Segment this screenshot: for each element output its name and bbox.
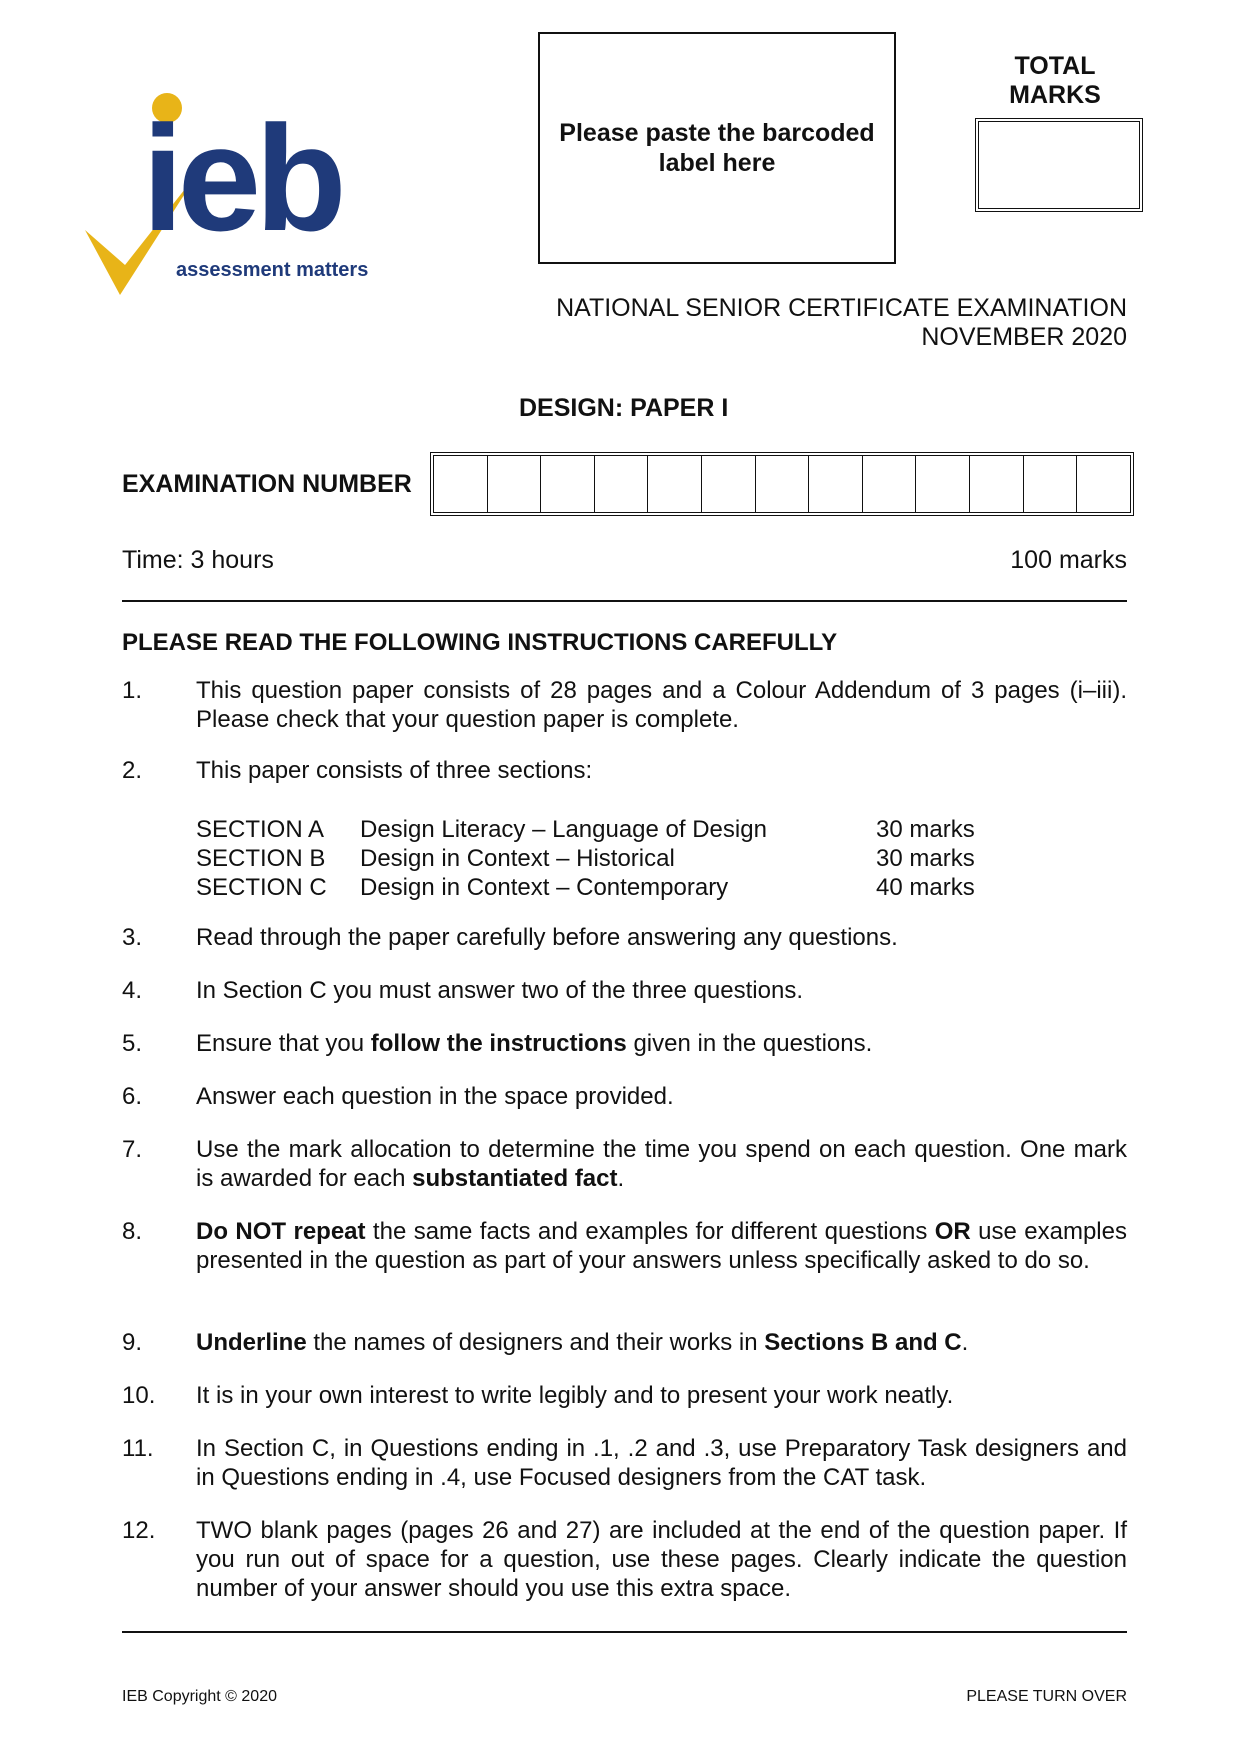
exam-number-cell[interactable] [1077, 456, 1130, 512]
section-description: Design in Context – Contemporary [360, 874, 729, 901]
logo-tagline: assessment matters [176, 259, 369, 281]
exam-number-cell[interactable] [863, 456, 917, 512]
instruction-item [122, 1135, 1127, 1193]
instruction-text: In Section C, in Questions ending in .1, .2 and .3, use Preparatory Task designers and in Questions ending in .4, use Focused designers from the CAT task. [196, 1435, 1127, 1491]
instruction-emphasis: follow the instructions [370, 1030, 627, 1057]
instruction-number: 4. [122, 977, 143, 1004]
instruction-item [122, 1217, 1127, 1275]
instruction-emphasis: substantiated fact [412, 1165, 618, 1192]
instruction-number: 9. [122, 1329, 143, 1356]
exam-number-cell[interactable] [970, 456, 1024, 512]
instruction-number: 7. [122, 1136, 143, 1163]
instruction-item [122, 976, 1127, 1005]
instruction-item [122, 1082, 1127, 1111]
instruction-text: This question paper consists of 28 pages and a Colour Addendum of 3 pages (i–iii). Please check that your question paper is complete. [196, 677, 1127, 733]
section-marks: 30 marks [876, 816, 975, 843]
divider-bottom [122, 1631, 1127, 1633]
section-marks: 40 marks [876, 874, 975, 901]
instruction-number: 3. [122, 924, 143, 951]
instruction-item [122, 756, 1127, 785]
exam-number-cell[interactable] [488, 456, 542, 512]
section-row [196, 844, 1026, 873]
instruction-text: In Section C you must answer two of the three questions. [196, 977, 803, 1004]
instruction-number: 12. [122, 1517, 156, 1544]
instruction-text-part: . [961, 1329, 969, 1356]
instruction-text: It is in your own interest to write legibly and to present your work neatly. [196, 1382, 954, 1409]
section-marks: 30 marks [876, 845, 975, 872]
section-description: Design Literacy – Language of Design [360, 816, 767, 843]
footer-turn-over: PLEASE TURN OVER [966, 1688, 1127, 1705]
instruction-number: 10. [122, 1382, 156, 1409]
instruction-number: 8. [122, 1218, 143, 1245]
instructions-heading: PLEASE READ THE FOLLOWING INSTRUCTIONS CAREFULLY [122, 629, 838, 656]
instruction-number: 6. [122, 1083, 143, 1110]
instruction-item [122, 1029, 1127, 1058]
logo-wordmark: ieb [142, 94, 341, 262]
exam-title-line2: NOVEMBER 2020 [921, 323, 1127, 351]
instruction-text: TWO blank pages (pages 26 and 27) are included at the end of the question paper. If you run out of space for a question, use these pages. Clearly indicate the question number of your answer should you use this extra space. [196, 1517, 1127, 1602]
instruction-emphasis: Do NOT repeat [196, 1218, 366, 1245]
instruction-text-part: Use the mark allocation to determine the time you spend on each question. One mark is awarded for each [196, 1136, 1127, 1192]
exam-total-marks: 100 marks [1010, 546, 1127, 574]
exam-time: Time: 3 hours [122, 546, 274, 574]
ieb-logo [80, 80, 420, 310]
instruction-text-part: given in the questions. [626, 1030, 873, 1057]
exam-title-line1: NATIONAL SENIOR CERTIFICATE EXAMINATION [556, 294, 1127, 322]
exam-number-cell[interactable] [702, 456, 756, 512]
sections-table [196, 815, 1026, 902]
exam-number-cell[interactable] [809, 456, 863, 512]
instruction-text: Read through the paper carefully before answering any questions. [196, 924, 898, 951]
exam-number-label: EXAMINATION NUMBER [122, 470, 412, 498]
exam-number-cell[interactable] [541, 456, 595, 512]
exam-number-cell[interactable] [756, 456, 810, 512]
barcode-label-text: Please paste the barcoded label here [559, 119, 875, 177]
divider-top [122, 600, 1127, 602]
section-row [196, 815, 1026, 844]
instruction-text [196, 1029, 1127, 1058]
exam-number-cell[interactable] [1024, 456, 1078, 512]
instruction-emphasis: OR [934, 1218, 971, 1245]
total-marks-line1: TOTAL [1014, 52, 1096, 80]
instruction-text-part: the same facts and examples for different questions [365, 1218, 935, 1245]
exam-number-cell[interactable] [648, 456, 702, 512]
total-marks-box [975, 118, 1143, 212]
barcode-label-box [538, 32, 896, 264]
total-marks-line2: MARKS [1009, 81, 1101, 109]
instruction-text-part: . [617, 1165, 625, 1192]
instruction-text: Answer each question in the space provided. [196, 1083, 674, 1110]
paper-title: DESIGN: PAPER I [519, 394, 729, 422]
instruction-number: 2. [122, 757, 143, 784]
instruction-text [196, 1328, 1127, 1357]
footer-copyright: IEB Copyright © 2020 [122, 1688, 277, 1705]
instruction-item [122, 676, 1127, 734]
section-description: Design in Context – Historical [360, 845, 675, 872]
instruction-text [196, 1135, 1127, 1193]
section-name: SECTION C [196, 874, 327, 901]
exam-number-cell[interactable] [434, 456, 488, 512]
exam-number-cell[interactable] [595, 456, 649, 512]
section-name: SECTION B [196, 845, 326, 872]
instruction-text-part: the names of designers and their works in [306, 1329, 765, 1356]
instruction-emphasis: Underline [196, 1329, 307, 1356]
total-marks-label [960, 52, 1150, 110]
section-row [196, 873, 1026, 902]
instruction-item [122, 1516, 1127, 1603]
instruction-item [122, 1434, 1127, 1492]
instruction-number: 5. [122, 1030, 143, 1057]
instruction-number: 11. [122, 1435, 154, 1462]
instruction-text-part: Ensure that you [196, 1030, 371, 1057]
instruction-text: This paper consists of three sections: [196, 757, 593, 784]
instruction-item [122, 1381, 1127, 1410]
section-name: SECTION A [196, 816, 325, 843]
instruction-item [122, 1328, 1127, 1357]
instruction-number: 1. [122, 677, 143, 704]
instruction-item [122, 923, 1127, 952]
instruction-emphasis: Sections B and C [764, 1329, 962, 1356]
instruction-text [196, 1217, 1127, 1275]
instruction-text-part: use examples presented in the question as part of your answers unless specifically asked to do so. [196, 1218, 1127, 1274]
exam-title [556, 294, 1127, 352]
exam-number-grid[interactable] [430, 452, 1134, 516]
exam-number-cell[interactable] [916, 456, 970, 512]
